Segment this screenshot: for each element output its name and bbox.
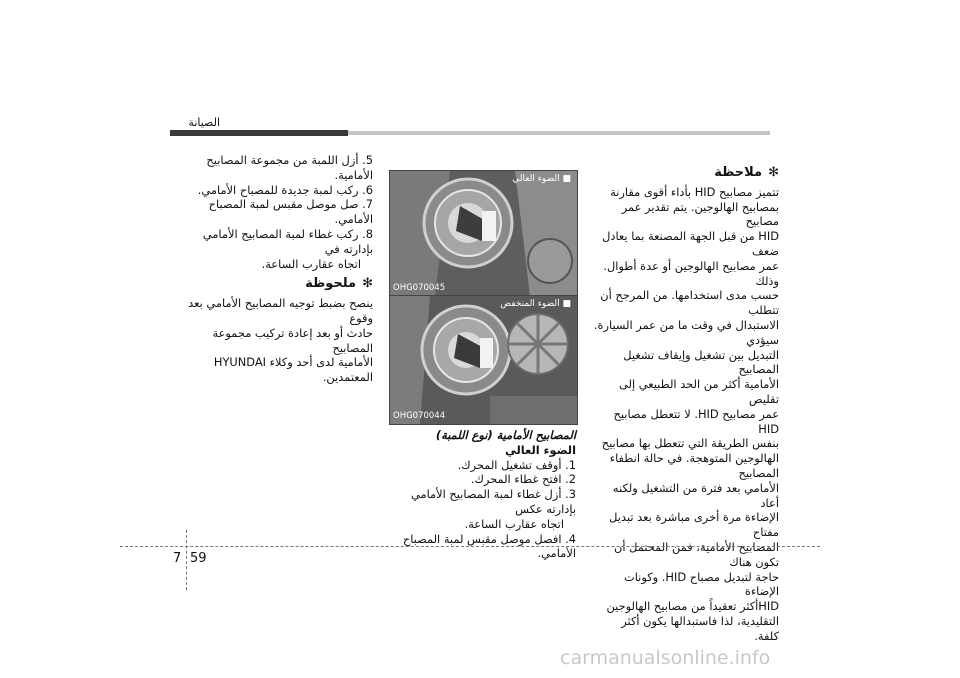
step-item: 2. افتح غطاء المحرك. [470, 472, 576, 487]
note-heading [593, 166, 779, 181]
note-line: المصابيح الأمامية، فمن المحتمل أن تكون هناك [613, 539, 779, 569]
footer-vertical-divider [186, 530, 187, 590]
step-item: 3. أزل غطاء لمبة المصابيح الأمامي بإدارته عكس [410, 487, 576, 516]
note-line: عمر مصابيح HID. لا تتعطل مصابيح HID [613, 406, 779, 436]
middle-column [389, 428, 576, 561]
headlamp-high-beam-image [390, 171, 577, 296]
figure-low-beam [389, 295, 578, 425]
note-line: HIDأكثر تعقيداً من مصابيح الهالوجين [606, 599, 779, 614]
right-column [593, 166, 779, 644]
header-bar-dark [170, 130, 348, 136]
note-line: الأمامية لدى أحد وكلاء HYUNDAI المعتمدين. [213, 355, 373, 385]
step-item: 8. ركب غطاء لمبة المصابيح الأمامي بإدارته في [202, 226, 373, 256]
subsection-heading: الضوء العالي [504, 442, 576, 457]
note-line: الهالوجين المتوهجة. في حالة انطفاء المصابيح [609, 451, 779, 480]
figure-code: OHG070044 [393, 411, 446, 421]
step-item: 5. أزل اللمبة من مجموعة المصابيح الأمامية. [206, 153, 373, 182]
note-line: حادث أو بعد إعادة تركيب مجموعة المصابيح [212, 325, 373, 355]
asterisk-icon: ✻ [362, 276, 373, 292]
note-line: ينصح بضبط توجيه المصابيح الأمامي بعد وقوع [188, 296, 373, 325]
note-line: الإضاءة مرة أخرى مباشرة بعد تبديل مفتاح [609, 510, 779, 540]
step-item: اتجاه عقارب الساعة. [261, 256, 361, 271]
figure-high-beam [389, 170, 578, 297]
note-line: التقليدية، لذا فاستبدالها يكون أكثر كلفة. [621, 613, 779, 643]
note-line: HID من قبل الجهة المصنعة بما يعادل ضعف [602, 229, 779, 258]
note-line: الأمامية أكثر من الحد الطبيعي إلى تقليص [618, 377, 779, 406]
figure-label: ■ الضوء المنخفض [500, 299, 571, 309]
section-title: الصيانة [188, 116, 220, 129]
footer-divider [120, 546, 820, 547]
step-item: 1. أوقف تشغيل المحرك. [457, 457, 576, 472]
page-number: 59 [190, 551, 207, 566]
note-title: ملحوظة [305, 276, 357, 292]
note-line: بمصابيح الهالوجين. يتم تقدير عمر مصابيح [621, 199, 779, 229]
note-line: تتميز مصابيح HID بأداء أقوى مقارنة [610, 184, 779, 199]
step-item: 4. افصل موصل مقبس لمبة المصباح الأمامي. [402, 531, 576, 561]
figure-code: OHG070045 [393, 283, 446, 293]
figure-label: ■ الضوء العالي [512, 174, 571, 184]
step-item: 7. صل موصل مقبس لمبة المصباح الأمامي. [208, 197, 373, 227]
note-line: الأمامي بعد فترة من التشغيل ولكنه أعاد [612, 480, 779, 510]
note-title: ملاحظة [714, 165, 763, 180]
note-line: الاستبدال في وقت ما من عمر السيارة. سيؤدي [593, 317, 779, 347]
watermark-text: carmanualsonline.info [560, 647, 771, 669]
header-bar-light [348, 131, 770, 135]
note-line: عمر مصابيح الهالوجين أو عدة أطوال. وذلك [603, 258, 779, 288]
note-line: حاجة لتبديل مصباح HID. وكونات الإضاءة [623, 569, 779, 599]
chapter-number: 7 [173, 551, 182, 566]
step-item: اتجاه عقارب الساعة. [464, 516, 564, 531]
headlamp-low-beam-image [390, 296, 577, 424]
note-heading [173, 277, 373, 292]
asterisk-icon: ✻ [768, 165, 779, 180]
subsection-subtitle: المصابيح الأمامية (نوع اللمبة) [435, 428, 576, 442]
note-line: بنفس الطريقة التي تتعطل بها مصابيح [601, 436, 779, 451]
note-line: حسب مدى استخدامها. من المرجح أن تتطلب [600, 288, 779, 318]
note-line: التبديل بين تشغيل وإيقاف تشغيل المصابيح [623, 347, 779, 377]
step-item: 6. ركب لمبة جديدة للمصباح الأمامي. [197, 182, 373, 197]
left-column [173, 153, 373, 385]
